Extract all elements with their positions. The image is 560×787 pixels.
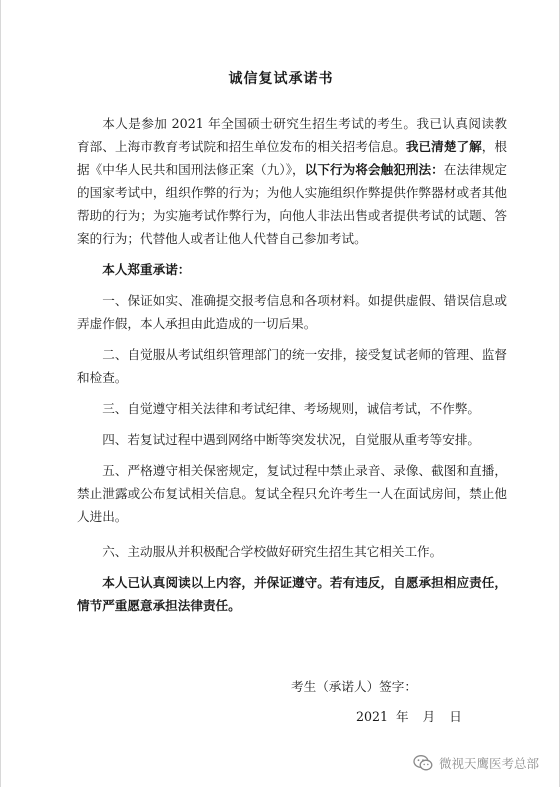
- pledge-item-1: 一、保证如实、准确提交报考信息和各项材料。如提供虚假、错误信息或弄虚作假，本人承担由此造成的一切后果。: [77, 293, 507, 331]
- pledge-item-3: 三、自觉遵守相关法律和考试纪律、考场规则，诚信考试，不作弊。: [102, 401, 480, 416]
- pledge-item-6: 六、主动服从并积极配合学校做好研究生招生其它相关工作。: [102, 544, 443, 559]
- watermark: [413, 754, 539, 772]
- intro-text-2: ，根据《中华人民共和国刑法修正案（九）》，: [77, 139, 508, 177]
- intro-bold-2: 以下行为将会触犯刑法：: [304, 162, 444, 177]
- intro-text-3: 在法律规定的国家考试中，组织作弊的行为；为他人实施组织作弊提供作弊器材或者其他帮助的行为；为实施考试作弊行为，向他人非法出售或者提供考试的试题、答案的行为；代替他人或者让他人代替自己参加考试。: [77, 162, 508, 246]
- intro-paragraph: [77, 112, 507, 250]
- wechat-icon: [413, 754, 433, 772]
- pledge-item-2: 二、自觉服从考试组织管理部门的统一安排，接受复试老师的管理、监督和检查。: [77, 347, 507, 385]
- document-title: 诚信复试承诺书: [228, 71, 334, 87]
- date-day: 日: [449, 709, 462, 724]
- watermark-text: 微视天鹰医考总部: [439, 756, 540, 771]
- intro-text-1: 本人是参加 2021 年全国硕士研究生招生考试的考生。我已认真阅读教育部、上海市教育考试院和招生单位发布的相关招考信息。: [77, 116, 507, 154]
- date-month: 月: [422, 709, 436, 724]
- date-line: [356, 706, 476, 725]
- document-body: [77, 112, 507, 617]
- signature-line: 考生（承诺人）签字：: [291, 679, 417, 694]
- date-year: 2021 年: [356, 709, 409, 724]
- pledge-item-5: 五、严格遵守相关保密规定，复试过程中禁止录音、录像、截图和直播，禁止泄露或公布复试相关信息。复试全程只允许考生一人在面试房间，禁止他人进出。: [77, 463, 507, 524]
- pledge-item-4: 四、若复试过程中遇到网络中断等突发状况，自觉服从重考等安排。: [102, 432, 480, 447]
- pledge-heading: 本人郑重承诺：: [102, 262, 191, 277]
- closing-statement: 本人已认真阅读以上内容，并保证遵守。若有违反，自愿承担相应责任，情节严重愿意承担法律责任。: [77, 575, 507, 613]
- intro-bold-1: 我已清楚了解: [405, 139, 482, 154]
